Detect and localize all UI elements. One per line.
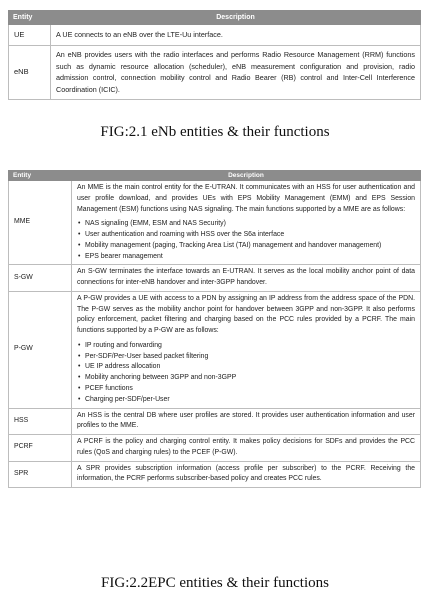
description-cell: An S-GW terminates the interface towards an E-UTRAN. It serves as the local mobility anchor point of data connections for inter-eNB handover and inter-3GPP handover. [72, 265, 421, 292]
enb-entities-table [8, 10, 421, 100]
description-text: A P-GW provides a UE with access to a PDN by assigning an IP address from the address space of the PDN. The P-GW serves as the mobility anchor point for handover between 3GPP and non-3GPP. It also performs policy enforcement, packet filtering and charging based on the PCC rules provided by a PCRF. The main functions supported by a P-GW are as follows: [77, 294, 415, 335]
list-item: • Mobility anchoring between 3GPP and non-3GPP [85, 373, 415, 384]
table-row-spr [9, 461, 421, 488]
list-item: • Per-SDF/Per-User based packet filtering [85, 352, 415, 363]
header-entity: Entity [9, 11, 51, 25]
table-row [9, 46, 421, 100]
list-item: • EPS bearer management [85, 252, 415, 263]
table-row-mme [9, 181, 421, 265]
entity-cell: HSS [9, 408, 72, 435]
description-cell: A UE connects to an eNB over the LTE-Uu interface. [51, 25, 421, 46]
entity-cell: eNB [9, 46, 51, 100]
entity-cell: P-GW [9, 291, 72, 408]
figure-caption-2-2: FIG:2.2EPC entities & their functions [101, 575, 329, 591]
table-row-pgw [9, 291, 421, 408]
header-description: Description [51, 11, 421, 25]
epc-entities-table [8, 170, 421, 488]
figure-caption-2-1: FIG:2.1 eNb entities & their functions [100, 124, 330, 140]
table-row-hss [9, 408, 421, 435]
list-item: • PCEF functions [85, 384, 415, 395]
header-description: Description [72, 171, 421, 181]
list-item: • Charging per-SDF/per-User [85, 395, 415, 406]
table-row [9, 25, 421, 46]
description-cell [72, 181, 421, 265]
table-row-pcrf [9, 435, 421, 462]
entity-cell: PCRF [9, 435, 72, 462]
description-cell: An HSS is the central DB where user profiles are stored. It provides user authentication information and user profiles to the MME. [72, 408, 421, 435]
entity-cell: MME [9, 181, 72, 265]
entity-cell: SPR [9, 461, 72, 488]
table-header-row [9, 11, 421, 25]
function-list [77, 341, 415, 406]
table-row-sgw [9, 265, 421, 292]
entity-cell: S-GW [9, 265, 72, 292]
description-cell: A PCRF is the policy and charging control entity. It makes policy decisions for SDFs and provides the PCC rules (QoS and charging rules) to the PCEF (P-GW). [72, 435, 421, 462]
list-item: • NAS signaling (EMM, ESM and NAS Security) [85, 219, 415, 230]
description-cell: A SPR provides subscription information (access profile per subscriber) to the PCRF. Receiving the information, the PCRF performs subscriber-based policy and creates PCC rules. [72, 461, 421, 488]
description-cell: An eNB provides users with the radio interfaces and performs Radio Resource Management (RRM) functions such as dynamic resource allocation (scheduler), eNB measurement configuration and provision, radio admission control, connection mobility control and Radio Bearer (RB) control and Inter-Cell Interference Coordination (ICIC). [51, 46, 421, 100]
entity-cell: UE [9, 25, 51, 46]
list-item: • IP routing and forwarding [85, 341, 415, 352]
description-text: An MME is the main control entity for the E-UTRAN. It communicates with an HSS for user authentication and user profile download, and provides UEs with EPS Mobility Management (EMM) and EPS Session Management (ESM) functions using NAS signaling. The main functions supported by a MME are as follows: [77, 184, 415, 213]
description-cell [72, 291, 421, 408]
function-list [77, 219, 415, 262]
table-header-row [9, 171, 421, 181]
header-entity: Entity [9, 171, 72, 181]
list-item: • UE IP address allocation [85, 362, 415, 373]
list-item: • Mobility management (paging, Tracking Area List (TAI) management and handover management) [85, 241, 415, 252]
list-item: • User authentication and roaming with HSS over the S6a interface [85, 230, 415, 241]
